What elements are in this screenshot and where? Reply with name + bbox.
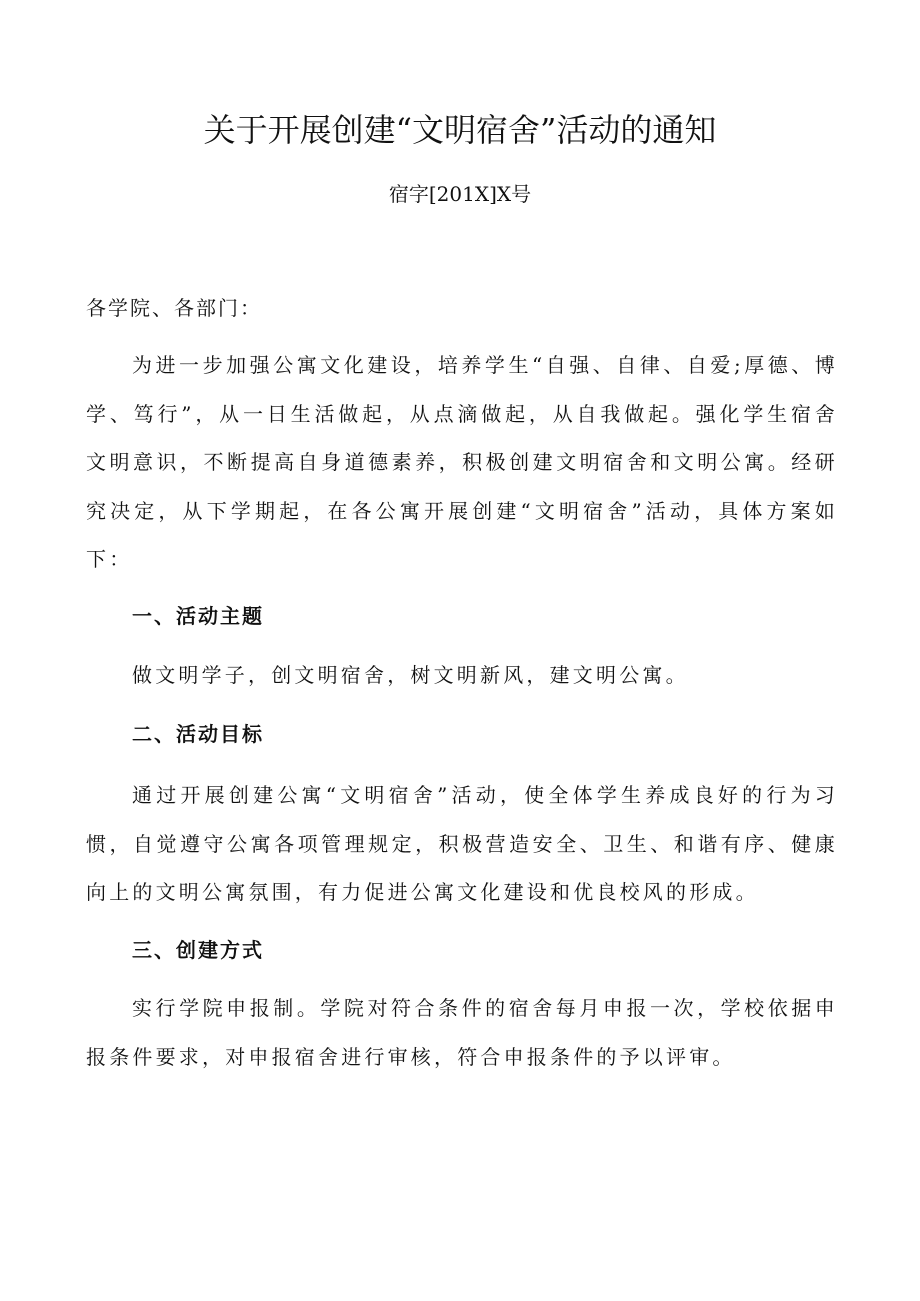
section-heading-theme: 一、活动主题 [132, 604, 264, 628]
document-number: 宿字[201X]X号 [388, 182, 532, 206]
intro-paragraph: 为进一步加强公寓文化建设，培养学生“自强、自律、自爱;厚德、博学、笃行”，从一日生活做起，从点滴做起，从自我做起。强化学生宿舍文明意识，不断提高自身道德素养，积极创建文明宿舍和文明公寓。经研究决定，从下学期起，在各公寓开展创建“文明宿舍”活动，具体方案如下： [86, 353, 838, 571]
document-title: 关于开展创建“文明宿舍”活动的通知 [203, 111, 717, 149]
addressee: 各学院、各部门： [86, 296, 262, 320]
section-body-method: 实行学院申报制。学院对符合条件的宿舍每月申报一次，学校依据申报条件要求，对申报宿舍进行审核，符合申报条件的予以评审。 [86, 996, 838, 1069]
section-body-theme: 做文明学子，创文明宿舍，树文明新风，建文明公寓。 [132, 663, 689, 687]
section-body-goal: 通过开展创建公寓“文明宿舍”活动，使全体学生养成良好的行为习惯，自觉遵守公寓各项管理规定，积极营造安全、卫生、和谐有序、健康向上的文明公寓氛围，有力促进公寓文化建设和优良校风的形成。 [86, 783, 838, 904]
section-heading-goal: 二、活动目标 [132, 722, 264, 746]
section-heading-method: 三、创建方式 [132, 938, 264, 962]
